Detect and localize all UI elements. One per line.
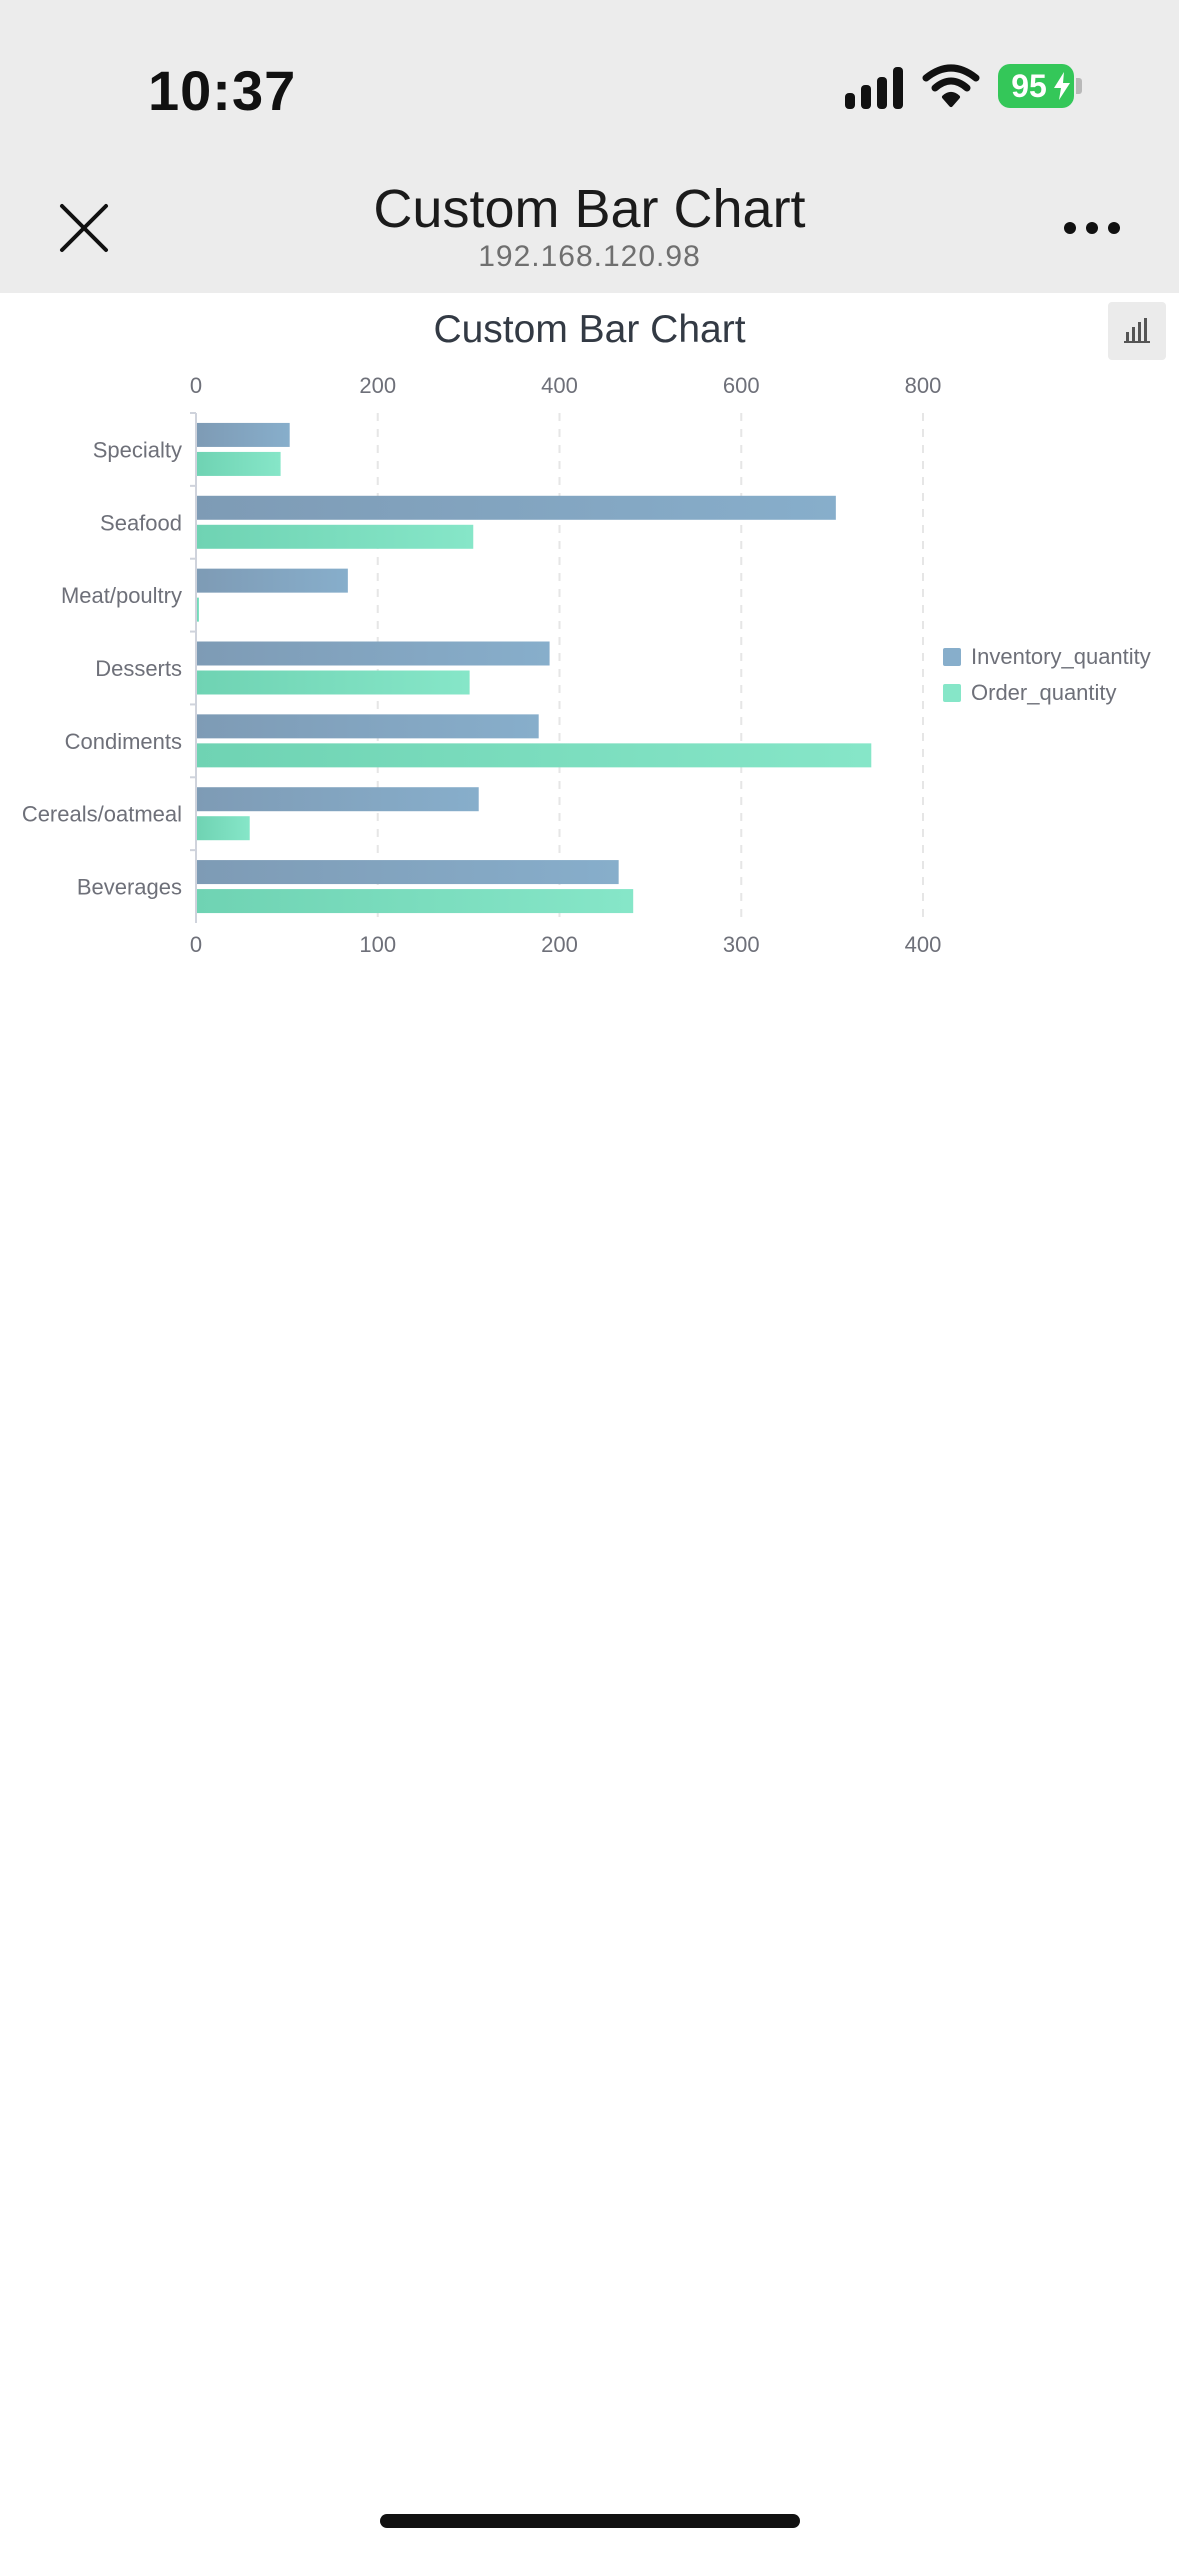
bar-order[interactable] bbox=[197, 598, 199, 622]
top-bar bbox=[0, 0, 1179, 293]
category-label: Desserts bbox=[95, 656, 182, 681]
bottom-axis-tick-label: 0 bbox=[189, 932, 203, 957]
legend-swatch[interactable] bbox=[943, 684, 961, 702]
bar-inventory[interactable] bbox=[197, 423, 290, 447]
wifi-icon bbox=[922, 64, 980, 108]
bar-inventory[interactable] bbox=[197, 714, 539, 738]
top-axis-tick-label: 800 bbox=[904, 373, 942, 398]
category-label: Specialty bbox=[92, 437, 182, 463]
top-axis-tick-label: 200 bbox=[359, 373, 397, 398]
category-label: Condiments bbox=[64, 728, 182, 754]
legend-label[interactable]: Inventory_quantity bbox=[971, 644, 1151, 669]
top-axis-tick-label: 600 bbox=[722, 373, 760, 398]
home-indicator[interactable] bbox=[380, 2514, 800, 2528]
bar-inventory[interactable] bbox=[197, 860, 619, 884]
category-label: Seafood bbox=[100, 510, 182, 536]
bar-order[interactable] bbox=[197, 743, 871, 767]
bar-inventory[interactable] bbox=[197, 642, 550, 666]
legend-swatch[interactable] bbox=[943, 648, 961, 666]
battery-charging-icon bbox=[998, 64, 1082, 110]
bottom-axis-tick-label: 400 bbox=[904, 932, 942, 957]
top-axis-tick-label: 0 bbox=[189, 373, 203, 398]
bar-order[interactable] bbox=[197, 889, 633, 913]
bottom-axis-tick-label: 100 bbox=[359, 932, 397, 957]
more-icon[interactable] bbox=[1060, 210, 1124, 246]
bar-inventory[interactable] bbox=[197, 496, 836, 520]
legend-label[interactable]: Order_quantity bbox=[971, 680, 1117, 705]
status-time: 10:37 bbox=[148, 59, 297, 122]
category-label: Meat/poultry bbox=[60, 583, 182, 609]
bar-order[interactable] bbox=[197, 452, 281, 476]
bottom-axis-tick-label: 300 bbox=[722, 932, 760, 957]
category-label: Beverages bbox=[76, 874, 182, 900]
page-title: Custom Bar Chart bbox=[373, 179, 806, 239]
battery-level: 95 bbox=[1011, 68, 1047, 104]
bottom-axis-tick-label: 200 bbox=[541, 932, 578, 957]
bar-order[interactable] bbox=[197, 671, 470, 695]
bar-chart bbox=[0, 360, 1179, 980]
chart-toolbox-button[interactable] bbox=[1108, 302, 1166, 360]
bar-order[interactable] bbox=[197, 525, 473, 549]
category-label: Cereals/oatmeal bbox=[21, 801, 182, 827]
bar-chart-icon bbox=[1108, 302, 1166, 360]
charging-bolt-icon bbox=[1054, 72, 1070, 100]
top-axis-tick-label: 400 bbox=[541, 373, 578, 398]
chart-title: Custom Bar Chart bbox=[433, 308, 746, 351]
page-url: 192.168.120.98 bbox=[478, 240, 701, 273]
bar-inventory[interactable] bbox=[197, 787, 479, 811]
bar-inventory[interactable] bbox=[197, 569, 348, 593]
battery-cap bbox=[1076, 78, 1082, 94]
signal-icon bbox=[845, 67, 905, 109]
bar-order[interactable] bbox=[197, 816, 250, 840]
